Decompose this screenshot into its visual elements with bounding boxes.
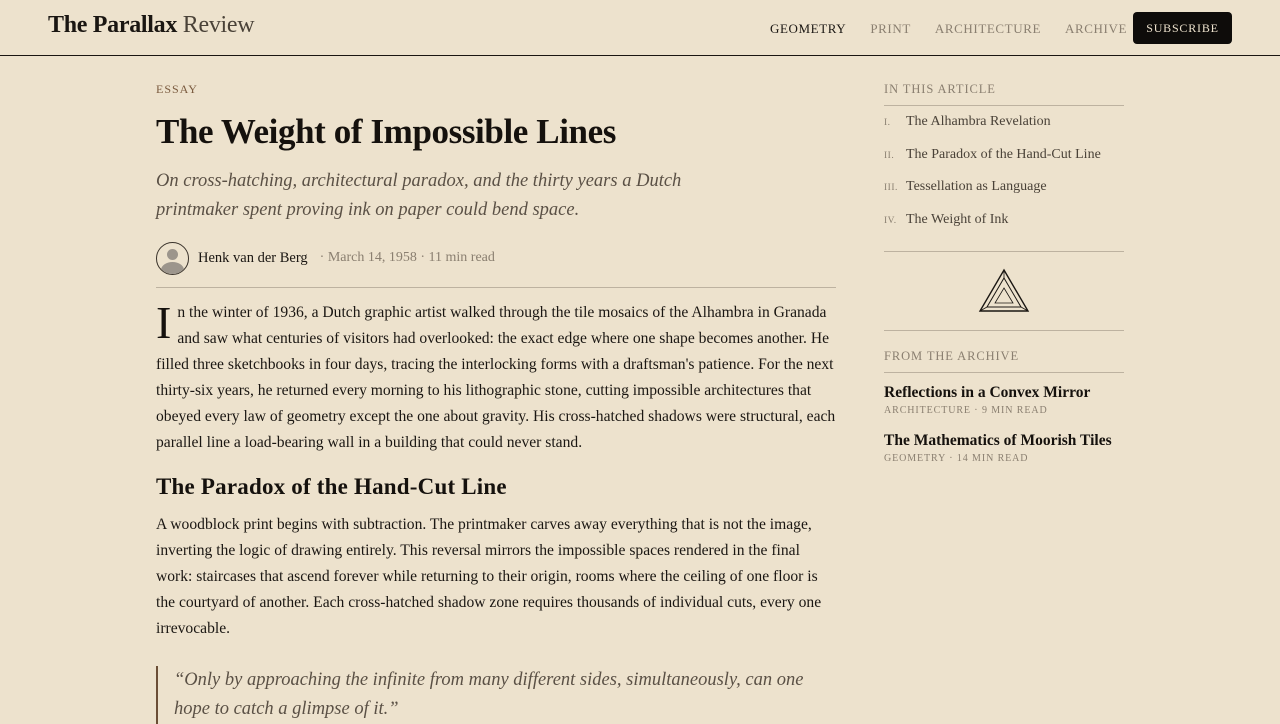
drop-cap: I [156,297,172,348]
toc-item-weight-of-ink[interactable] [884,212,1124,245]
toc-item-alhambra-revelation[interactable] [884,114,1124,147]
toc-label: Tessellation as Language [906,179,1047,194]
toc-label: The Paradox of the Hand-Cut Line [906,146,1101,162]
archive-item-title: Reflections in a Convex Mirror [884,384,1091,401]
toc-number: IV. [884,215,897,226]
avatar-head-shape [167,249,178,260]
section-heading: The Paradox of the Hand-Cut Line [156,474,507,499]
article [156,82,836,724]
main-nav [770,21,1127,37]
toc-item-tessellation-language[interactable] [884,179,1124,212]
toc-number: I. [884,118,891,128]
author-name[interactable]: Henk van der Berg [198,249,308,266]
subscribe-button[interactable]: SUBSCRIBE [1133,12,1232,44]
article-dek: On cross-hatching, architectural paradox, and the thirty years a Dutch printmaker spent proving ink on paper could bend space. [156,171,682,220]
site-name-strong: The Parallax [48,12,178,38]
archive-item-convex-mirror[interactable] [884,383,1124,416]
avatar-body-shape [161,262,184,275]
byline [156,241,836,275]
toc-label: The Alhambra Revelation [906,114,1051,129]
toc-label: The Weight of Ink [906,211,1009,227]
author-avatar[interactable] [156,242,189,275]
site-header [0,0,1280,56]
article-paragraph-1 [156,297,836,456]
penrose-triangle-icon [978,268,1030,314]
toc-number: II. [884,150,895,161]
sidebar [884,82,1124,464]
article-title: The Weight of Impossible Lines [156,112,616,151]
pull-quote: “Only by approaching the infinite from many different sides, simultaneously, can one hope to catch a glimpse of it.” [156,666,836,724]
nav-link-architecture[interactable]: ARCHITECTURE [934,21,1042,36]
archive-item-moorish-tiles[interactable] [884,431,1124,464]
table-of-contents [884,114,1124,244]
archive-item-title: The Mathematics of Moorish Tiles [884,432,1112,449]
archive-item-meta: ARCHITECTURE · 9 MIN READ [884,405,1048,416]
archive-item-meta: GEOMETRY · 14 MIN READ [884,453,1029,464]
article-meta: · March 14, 1958 · 11 min read [319,250,495,265]
nav-link-geometry[interactable]: GEOMETRY [770,21,847,36]
sidebar-divider [884,330,1124,331]
toc-item-paradox-hand-cut-line[interactable] [884,147,1124,180]
paragraph-1-text: n the winter of 1936, a Dutch graphic artist walked through the tile mosaics of the Alhambra in Granada and saw what centuries of visitors had overlooked: the exact edge where one shape becomes another. He filled three sketchbooks in four days, tracing the interlocking forms with a draftsman's patience. For the next thirty-six years, he returned every morning to his lithographic stone, cutting impossible architectures that obeyed every law of geometry except the one about gravity. His cross-hatched shadows were structural, each parallel line a load-bearing wall in a building that could never stand. [156,304,836,451]
site-logo[interactable] [48,12,254,39]
article-kicker: ESSAY [156,82,198,96]
nav-link-print[interactable]: PRINT [870,21,911,36]
archive-heading: FROM THE ARCHIVE [884,349,1124,373]
toc-number: III. [884,183,898,193]
byline-divider [156,287,836,288]
nav-link-archive[interactable]: ARCHIVE [1065,21,1128,36]
emblem [884,252,1124,330]
article-paragraph-2: A woodblock print begins with subtraction. The printmaker carves away everything that is not the image, inverting the logic of drawing entirely. This reversal mirrors the impossible spaces rendered in the final work: staircases that ascend forever while returning to their origin, rooms where the ceiling of one floor is the courtyard of another. Each cross-hatched shadow zone requires thousands of individual cuts, every one irrevocable. [156,516,822,637]
site-name-light: Review [182,12,255,38]
toc-heading: IN THIS ARTICLE [884,82,1124,106]
